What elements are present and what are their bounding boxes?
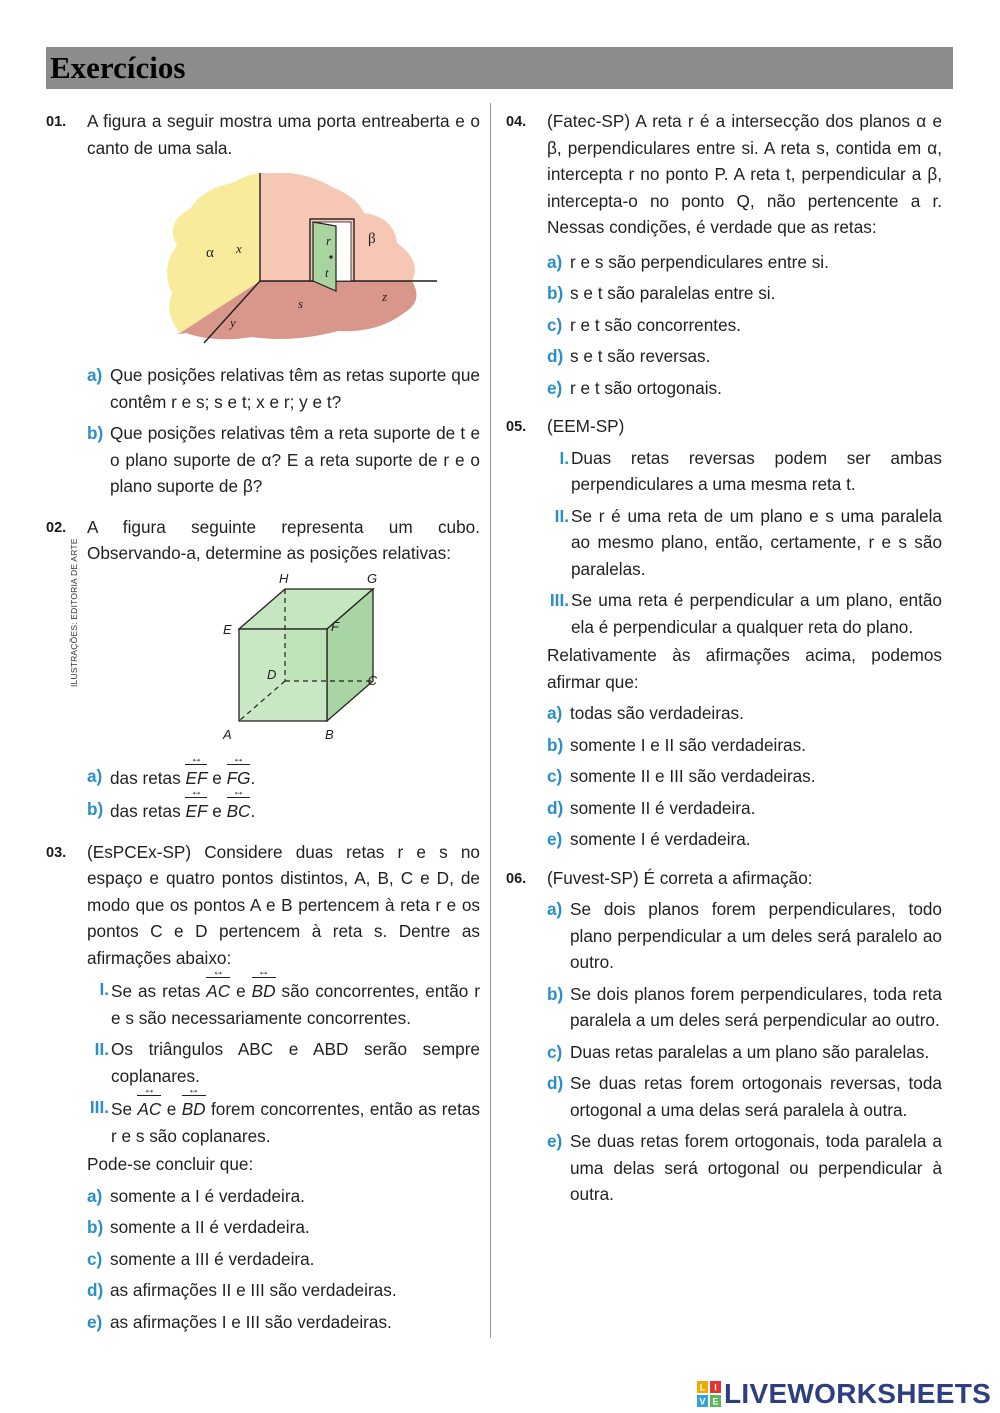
- option-letter: a): [87, 1185, 103, 1206]
- option-c: [547, 763, 942, 790]
- fig-label-beta: β: [368, 231, 376, 247]
- option-letter: a): [547, 899, 563, 919]
- vector-BD: BD ↔: [252, 976, 276, 1005]
- right-column: [506, 108, 942, 1208]
- vector-AC: AC ↔: [137, 1094, 161, 1123]
- cube-label-C: C: [367, 672, 377, 688]
- question-text: (EEM-SP): [547, 416, 625, 436]
- statement-text: são concorrentes, então r e s são necessariamente concorrentes.: [111, 981, 480, 1028]
- statement-text: Os triângulos ABC e ABD serão sempre coplanares.: [111, 1039, 480, 1086]
- option-text: somente a II é verdadeira.: [110, 1217, 310, 1237]
- option-e: [547, 375, 942, 402]
- option-b: [547, 981, 942, 1034]
- door-figure: [87, 167, 480, 357]
- cube-label-D: D: [267, 666, 277, 682]
- question-number: 01.: [46, 114, 67, 130]
- option-a: [547, 700, 942, 727]
- option-a: [547, 896, 942, 976]
- cube-label-B: B: [325, 726, 334, 742]
- liveworksheets-logo[interactable]: [697, 1378, 991, 1410]
- conclusion-text: Pode-se concluir que:: [87, 1154, 254, 1174]
- option-b: [87, 1214, 480, 1241]
- option-conj: e: [212, 767, 222, 788]
- question-text: A figura a seguir mostra uma porta entreaberta e o canto de uma sala.: [87, 111, 480, 158]
- question-number: 02.: [46, 519, 67, 536]
- option-text: Se duas retas forem ortogonais reversas, toda ortogonal a uma delas será paralela à outra.: [570, 1073, 942, 1120]
- option-e: [87, 1309, 480, 1336]
- question-04: [506, 108, 942, 401]
- option-text: somente I e II são verdadeiras.: [570, 734, 806, 755]
- option-text: Duas retas paralelas a um plano são paralelas.: [570, 1041, 930, 1062]
- option-letter: e): [547, 829, 563, 849]
- option-d: [547, 343, 942, 370]
- statement-I: [547, 445, 942, 498]
- statement-number: III.: [549, 590, 569, 610]
- question-number: 04.: [506, 114, 527, 130]
- option-a: [547, 249, 942, 276]
- option-text: Se duas retas forem ortogonais, toda paralela a uma delas será ortogonal ou perpendicular à outra.: [570, 1131, 942, 1204]
- option-b: [547, 732, 942, 759]
- option-text: somente II é verdadeira.: [570, 797, 756, 818]
- statement-II: [547, 503, 942, 583]
- option-c: [547, 312, 942, 339]
- logo-mark-icon: [697, 1381, 721, 1407]
- statement-number: II.: [554, 505, 569, 526]
- option-c: [547, 1039, 942, 1066]
- door-room-illustration: [142, 173, 442, 358]
- statement-number: II.: [94, 1039, 109, 1059]
- option-letter: b): [87, 1217, 104, 1237]
- option-letter: a): [547, 703, 563, 723]
- option-text: somente a III é verdadeira.: [110, 1248, 315, 1269]
- option-letter: e): [547, 377, 563, 398]
- option-d: [547, 1070, 942, 1123]
- question-text: A figura seguinte representa um cubo. Observando-a, determine as posições relativas:: [87, 516, 480, 563]
- option-letter: a): [87, 765, 103, 786]
- statement-text: Se uma reta é perpendicular a um plano, então ela é perpendicular a qualquer reta do plano.: [571, 590, 942, 637]
- option-conj: e: [212, 801, 222, 821]
- question-text: (EsPCEx-SP) Considere duas retas r e s no espaço e quatro pontos distintos, A, B, C e D, de modo que os pontos A e B pertencem à reta r e os pontos C e D pertencem à reta s. Dentre as afirmações abaixo:: [87, 841, 480, 968]
- option-letter: b): [87, 423, 104, 443]
- option-text: somente a I é verdadeira.: [110, 1185, 305, 1206]
- column-divider: [490, 103, 491, 1338]
- page-title: Exercícios: [50, 50, 186, 85]
- option-letter: d): [547, 1073, 564, 1093]
- vector-FG: FG ↔: [227, 763, 251, 792]
- option-text: s e t são paralelas entre si.: [570, 283, 776, 303]
- cube-illustration: [177, 571, 377, 756]
- statement-conj: e: [236, 981, 246, 1001]
- cube-label-H: H: [279, 570, 289, 586]
- option-prefix: das retas: [110, 767, 181, 788]
- question-05: [506, 413, 942, 853]
- fig-label-y: y: [230, 315, 236, 330]
- statement-III: [87, 1094, 480, 1149]
- vector-EF: EF ↔: [185, 796, 207, 825]
- statement-I: [87, 976, 480, 1031]
- option-letter: c): [547, 1041, 563, 1062]
- option-b: [87, 796, 480, 825]
- option-letter: c): [547, 766, 563, 786]
- option-suffix: .: [250, 767, 256, 788]
- logo-letter-I: I: [714, 1382, 717, 1393]
- fig-label-x: x: [236, 241, 242, 256]
- option-suffix: .: [250, 801, 256, 821]
- statement-III: [547, 587, 942, 640]
- question-02: [46, 514, 480, 825]
- option-b: [547, 280, 942, 307]
- option-text: as afirmações I e III são verdadeiras.: [110, 1311, 392, 1332]
- statement-text: Duas retas reversas podem ser ambas perpendiculares a uma mesma reta t.: [571, 447, 942, 494]
- option-text: r e t são ortogonais.: [570, 377, 722, 398]
- option-text: somente I é verdadeira.: [570, 829, 751, 849]
- cube-label-A: A: [223, 726, 232, 742]
- option-text: somente II e III são verdadeiras.: [570, 766, 816, 786]
- question-number: 06.: [506, 870, 527, 887]
- option-text: s e t são reversas.: [570, 346, 711, 366]
- option-e: [547, 1128, 942, 1208]
- statement-text: forem concorrentes, então as retas r e s são coplanares.: [111, 1099, 481, 1146]
- statement-text: Se: [111, 1099, 133, 1119]
- option-a: [87, 763, 480, 792]
- option-letter: b): [547, 734, 564, 755]
- option-b: [87, 420, 480, 500]
- cube-label-G: G: [367, 570, 377, 586]
- option-a: [87, 1183, 480, 1210]
- conclusion-text: Relativamente às afirmações acima, podemos afirmar que:: [547, 645, 942, 692]
- option-d: [87, 1277, 480, 1304]
- option-letter: b): [87, 799, 104, 819]
- statement-conj: e: [166, 1099, 177, 1119]
- option-text: todas são verdadeiras.: [570, 703, 744, 723]
- option-d: [547, 795, 942, 822]
- statement-text: Se r é uma reta de um plano e s uma paralela ao mesmo plano, então, certamente, r e s são paralelas.: [571, 505, 942, 579]
- option-a: [87, 362, 480, 415]
- option-letter: e): [547, 1131, 563, 1151]
- left-column: [46, 108, 480, 1335]
- question-06: [506, 865, 942, 1208]
- option-letter: d): [547, 346, 564, 366]
- option-letter: b): [547, 283, 564, 303]
- vector-EF: EF ↔: [185, 763, 207, 792]
- logo-text: LIVEWORKSHEETS: [724, 1378, 992, 1409]
- option-letter: a): [547, 251, 563, 272]
- fig-label-s: s: [298, 296, 304, 311]
- option-letter: e): [87, 1311, 103, 1332]
- question-number: 05.: [506, 419, 527, 435]
- cube-label-F: F: [331, 618, 339, 634]
- fig-label-alpha: α: [206, 245, 214, 261]
- option-letter: c): [547, 314, 563, 335]
- fig-label-z: z: [382, 289, 388, 304]
- option-text: r e t são concorrentes.: [570, 314, 742, 335]
- option-letter: a): [87, 365, 103, 385]
- question-01: [46, 108, 480, 500]
- vector-BD: BD ↔: [182, 1094, 206, 1123]
- question-03: [46, 839, 480, 1336]
- logo-letter-V: V: [699, 1396, 706, 1407]
- option-letter: c): [87, 1248, 103, 1269]
- option-text: Se dois planos forem perpendiculares, todo plano perpendicular a um deles será paralelo ao outro.: [570, 899, 942, 972]
- illustration-credit: ILUSTRAÇÕES: EDITORIA DE ARTE: [69, 537, 79, 687]
- logo-letter-L: L: [699, 1382, 706, 1393]
- option-text: Que posições relativas têm as retas suporte que contêm r e s; s e t; x e r; y e t?: [110, 365, 480, 412]
- option-prefix: das retas: [110, 801, 181, 821]
- option-text: Que posições relativas têm a reta suporte de t e o plano suporte de α? E a reta suporte de r e o plano suporte de β?: [110, 423, 480, 496]
- option-text: Se dois planos forem perpendiculares, toda reta paralela a um deles será perpendicular ao outro.: [570, 983, 942, 1030]
- option-e: [547, 826, 942, 853]
- statement-number: I.: [559, 447, 569, 468]
- option-text: as afirmações II e III são verdadeiras.: [110, 1280, 397, 1300]
- question-text: (Fuvest-SP) É correta a afirmação:: [547, 867, 813, 888]
- fig-label-t: t: [325, 265, 329, 280]
- question-text: (Fatec-SP) A reta r é a intersecção dos planos α e β, perpendiculares entre si. A reta s, contida em α, intercepta r no ponto P. A reta t, perpendicular a β, intercepta-o no ponto Q, não pertencente a r. Nessas condições, é verdade que as retas:: [547, 111, 942, 237]
- statement-number: III.: [89, 1097, 109, 1117]
- statement-text: Se as retas: [111, 981, 201, 1001]
- cube-label-E: E: [223, 621, 232, 637]
- vector-AC: AC ↔: [206, 976, 230, 1005]
- logo-letter-E: E: [712, 1396, 719, 1407]
- question-number: 03.: [46, 844, 67, 861]
- header-bar: [46, 47, 953, 89]
- option-c: [87, 1246, 480, 1273]
- option-text: r e s são perpendiculares entre si.: [570, 251, 829, 272]
- option-letter: d): [87, 1280, 104, 1300]
- fig-label-r: r: [326, 233, 332, 248]
- vector-BC: BC ↔: [227, 796, 251, 825]
- option-letter: d): [547, 797, 564, 818]
- option-letter: b): [547, 983, 564, 1004]
- statement-number: I.: [99, 979, 109, 999]
